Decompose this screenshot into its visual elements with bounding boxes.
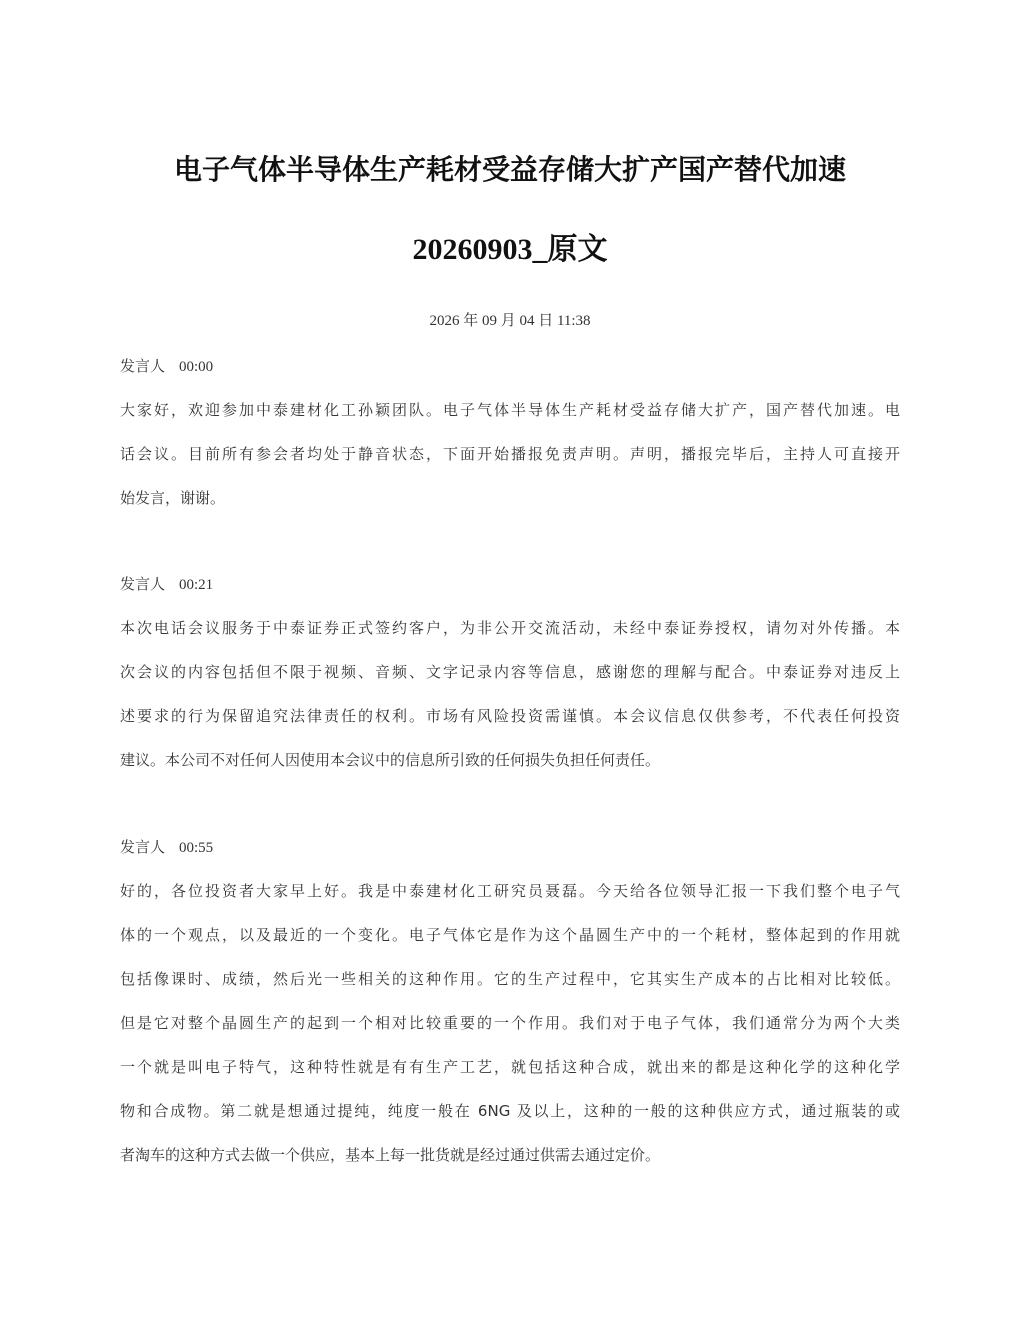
- transcript-line: 物和合成物。第二就是想通过提纯，纯度一般在 6NG 及以上，这种的一般的这种供应方式，通过瓶装的或: [120, 1102, 900, 1120]
- transcript-line: 次会议的内容包括但不限于视频、音频、文字记录内容等信息，感谢您的理解与配合。中泰证券对违反上: [120, 663, 900, 681]
- speaker-timestamp: 00:55: [179, 840, 214, 856]
- transcript-paragraph: [120, 617, 900, 793]
- transcript-line: 本次电话会议服务于中泰证券正式签约客户，为非公开交流活动，未经中泰证券授权，请勿对外传播。本: [120, 619, 900, 637]
- transcript-line: 者淘车的这种方式去做一个供应，基本上每一批货就是经过通过供需去通过定价。: [120, 1146, 661, 1164]
- transcript-line: 建议。本公司不对任何人因使用本会议中的信息所引致的任何损失负担任何责任。: [120, 751, 661, 769]
- transcript-line: 好的，各位投资者大家早上好。我是中泰建材化工研究员聂磊。今天给各位领导汇报一下我们整个电子气: [120, 882, 900, 900]
- speaker-name: 发言人: [120, 357, 166, 375]
- speaker-name: 发言人: [120, 575, 166, 593]
- transcript-line: 大家好，欢迎参加中泰建材化工孙颖团队。电子气体半导体生产耗材受益存储大扩产，国产替代加速。电: [120, 401, 900, 419]
- speaker-header: [120, 573, 213, 596]
- transcript-line: 始发言，谢谢。: [120, 489, 226, 507]
- document-date: 2026 年 09 月 04 日 11:38: [429, 313, 591, 329]
- transcript-line: 述要求的行为保留追究法律责任的权利。市场有风险投资需谨慎。本会议信息仅供参考，不代表任何投资: [120, 707, 900, 725]
- speaker-timestamp: 00:00: [179, 359, 214, 375]
- transcript-paragraph: [120, 880, 900, 1188]
- document-title-suffix: 20260903_原文: [412, 233, 608, 266]
- transcript-paragraph: [120, 399, 900, 531]
- transcript-line: 一个就是叫电子特气，这种特性就是有有生产工艺，就包括这种合成，就出来的都是这种化学的这种化学: [120, 1058, 900, 1076]
- transcript-line: 但是它对整个晶圆生产的起到一个相对比较重要的一个作用。我们对于电子气体，我们通常分为两个大类: [120, 1014, 900, 1032]
- speaker-name: 发言人: [120, 838, 166, 856]
- speaker-header: [120, 355, 213, 378]
- document-title: 电子气体半导体生产耗材受益存储大扩产国产替代加速: [173, 153, 846, 186]
- transcript-line: 体的一个观点，以及最近的一个变化。电子气体它是作为这个晶圆生产中的一个耗材，整体起到的作用就: [120, 926, 900, 944]
- speaker-header: [120, 836, 213, 859]
- speaker-timestamp: 00:21: [179, 577, 214, 593]
- transcript-line: 话会议。目前所有参会者均处于静音状态，下面开始播报免责声明。声明，播报完毕后，主持人可直接开: [120, 445, 900, 463]
- transcript-line: 包括像课时、成绩，然后光一些相关的这种作用。它的生产过程中，它其实生产成本的占比相对比较低。: [120, 970, 900, 988]
